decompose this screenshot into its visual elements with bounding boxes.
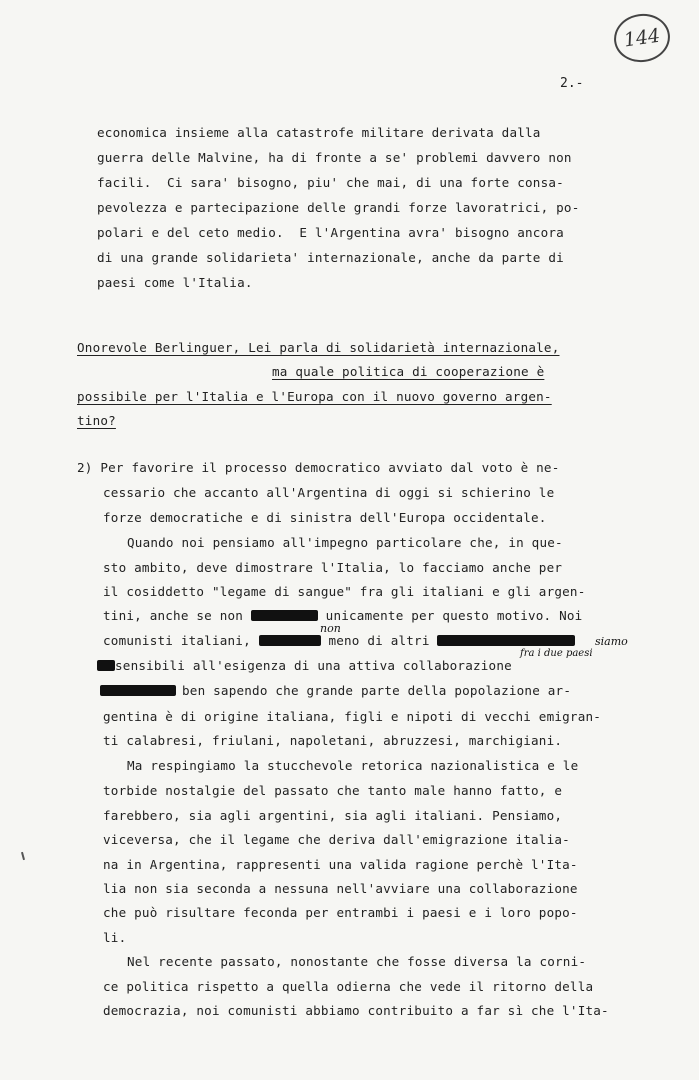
answer-line-17: na in Argentina, rappresenti una valida ragione perchè l'Ita- bbox=[103, 857, 578, 872]
answer-line-18: lia non sia seconda a nessuna nell'avviare una collaborazione bbox=[103, 881, 578, 896]
redaction-block bbox=[437, 635, 575, 646]
answer-line-7 bbox=[103, 608, 582, 624]
answer-line-3: forze democratiche e di sinistra dell'Europa occidentale. bbox=[103, 510, 547, 525]
redaction-block bbox=[100, 685, 176, 696]
para1-line-5: polari e del ceto medio. E l'Argentina avra' bisogno ancora bbox=[97, 225, 564, 240]
handwritten-non: non bbox=[320, 622, 341, 635]
answer-line-7-start: tini, anche se non bbox=[103, 608, 251, 623]
answer-line-4: Quando noi pensiamo all'impegno particolare che, in que- bbox=[127, 535, 563, 550]
para1-line-4: pevolezza e partecipazione delle grandi forze lavoratrici, po- bbox=[97, 200, 580, 215]
answer-line-20: li. bbox=[103, 930, 127, 945]
answer-line-10-text: ben sapendo che grande parte della popolazione ar- bbox=[182, 683, 572, 698]
answer-line-8 bbox=[103, 633, 575, 649]
page-number: 2.- bbox=[560, 76, 584, 91]
redaction-block bbox=[251, 610, 318, 621]
para1-line-6: di una grande solidarieta' internazionale, anche da parte di bbox=[97, 250, 564, 265]
answer-line-2: cessario che accanto all'Argentina di oggi si schierino le bbox=[103, 485, 555, 500]
question-line-4: tino? bbox=[77, 413, 116, 428]
question-line-2: ma quale politica di cooperazione è bbox=[272, 364, 545, 379]
answer-line-21: Nel recente passato, nonostante che fosse diversa la corni- bbox=[127, 954, 587, 969]
answer-line-9 bbox=[97, 658, 518, 674]
answer-line-7-end: unicamente per questo motivo. Noi bbox=[317, 608, 583, 623]
answer-line-11: gentina è di origine italiana, figli e nipoti di vecchi emigran- bbox=[103, 709, 602, 724]
handwritten-siamo: siamo bbox=[595, 635, 628, 648]
answer-line-22: ce politica rispetto a quella odierna che vede il ritorno della bbox=[103, 979, 594, 994]
para1-line-2: guerra delle Malvine, ha di fronte a se' problemi davvero non bbox=[97, 150, 572, 165]
handwritten-fra-i-due-paesi: fra i due paesi bbox=[520, 648, 593, 659]
redaction-block bbox=[97, 660, 115, 671]
question-line-1: Onorevole Berlinguer, Lei parla di solidarietà internazionale, bbox=[77, 340, 560, 355]
answer-line-15: farebbero, sia agli argentini, sia agli italiani. Pensiamo, bbox=[103, 808, 563, 823]
para1-line-3: facili. Ci sara' bisogno, piu' che mai, di una forte consa- bbox=[97, 175, 564, 190]
archive-stamp: 144 bbox=[611, 10, 673, 65]
para1-line-1: economica insieme alla catastrofe militare derivata dalla bbox=[97, 125, 541, 140]
answer-line-19: che può risultare feconda per entrambi i paesi e i loro popo- bbox=[103, 905, 578, 920]
answer-line-16: viceversa, che il legame che deriva dall'emigrazione italia- bbox=[103, 832, 570, 847]
answer-line-8-mid: meno di altri bbox=[320, 633, 438, 648]
answer-line-10 bbox=[100, 683, 571, 699]
answer-line-9-text: sensibili all'esigenza di una attiva collaborazione bbox=[115, 658, 512, 673]
answer-line-12: ti calabresi, friulani, napoletani, abruzzesi, marchigiani. bbox=[103, 733, 563, 748]
answer-line-23: democrazia, noi comunisti abbiamo contribuito a far sì che l'Ita- bbox=[103, 1003, 609, 1018]
question-line-3: possibile per l'Italia e l'Europa con il nuovo governo argen- bbox=[77, 389, 552, 404]
answer-line-13: Ma respingiamo la stucchevole retorica nazionalistica e le bbox=[127, 758, 579, 773]
redaction-block bbox=[259, 635, 321, 646]
answer-line-1: 2) Per favorire il processo democratico avviato dal voto è ne- bbox=[77, 460, 560, 475]
margin-tick-mark bbox=[21, 852, 25, 860]
para1-line-7: paesi come l'Italia. bbox=[97, 275, 253, 290]
answer-line-6: il cosiddetto "legame di sangue" fra gli italiani e gli argen- bbox=[103, 584, 586, 599]
answer-line-14: torbide nostalgie del passato che tanto male hanno fatto, e bbox=[103, 783, 563, 798]
answer-line-5: sto ambito, deve dimostrare l'Italia, lo facciamo anche per bbox=[103, 560, 563, 575]
answer-line-8-start: comunisti italiani, bbox=[103, 633, 259, 648]
